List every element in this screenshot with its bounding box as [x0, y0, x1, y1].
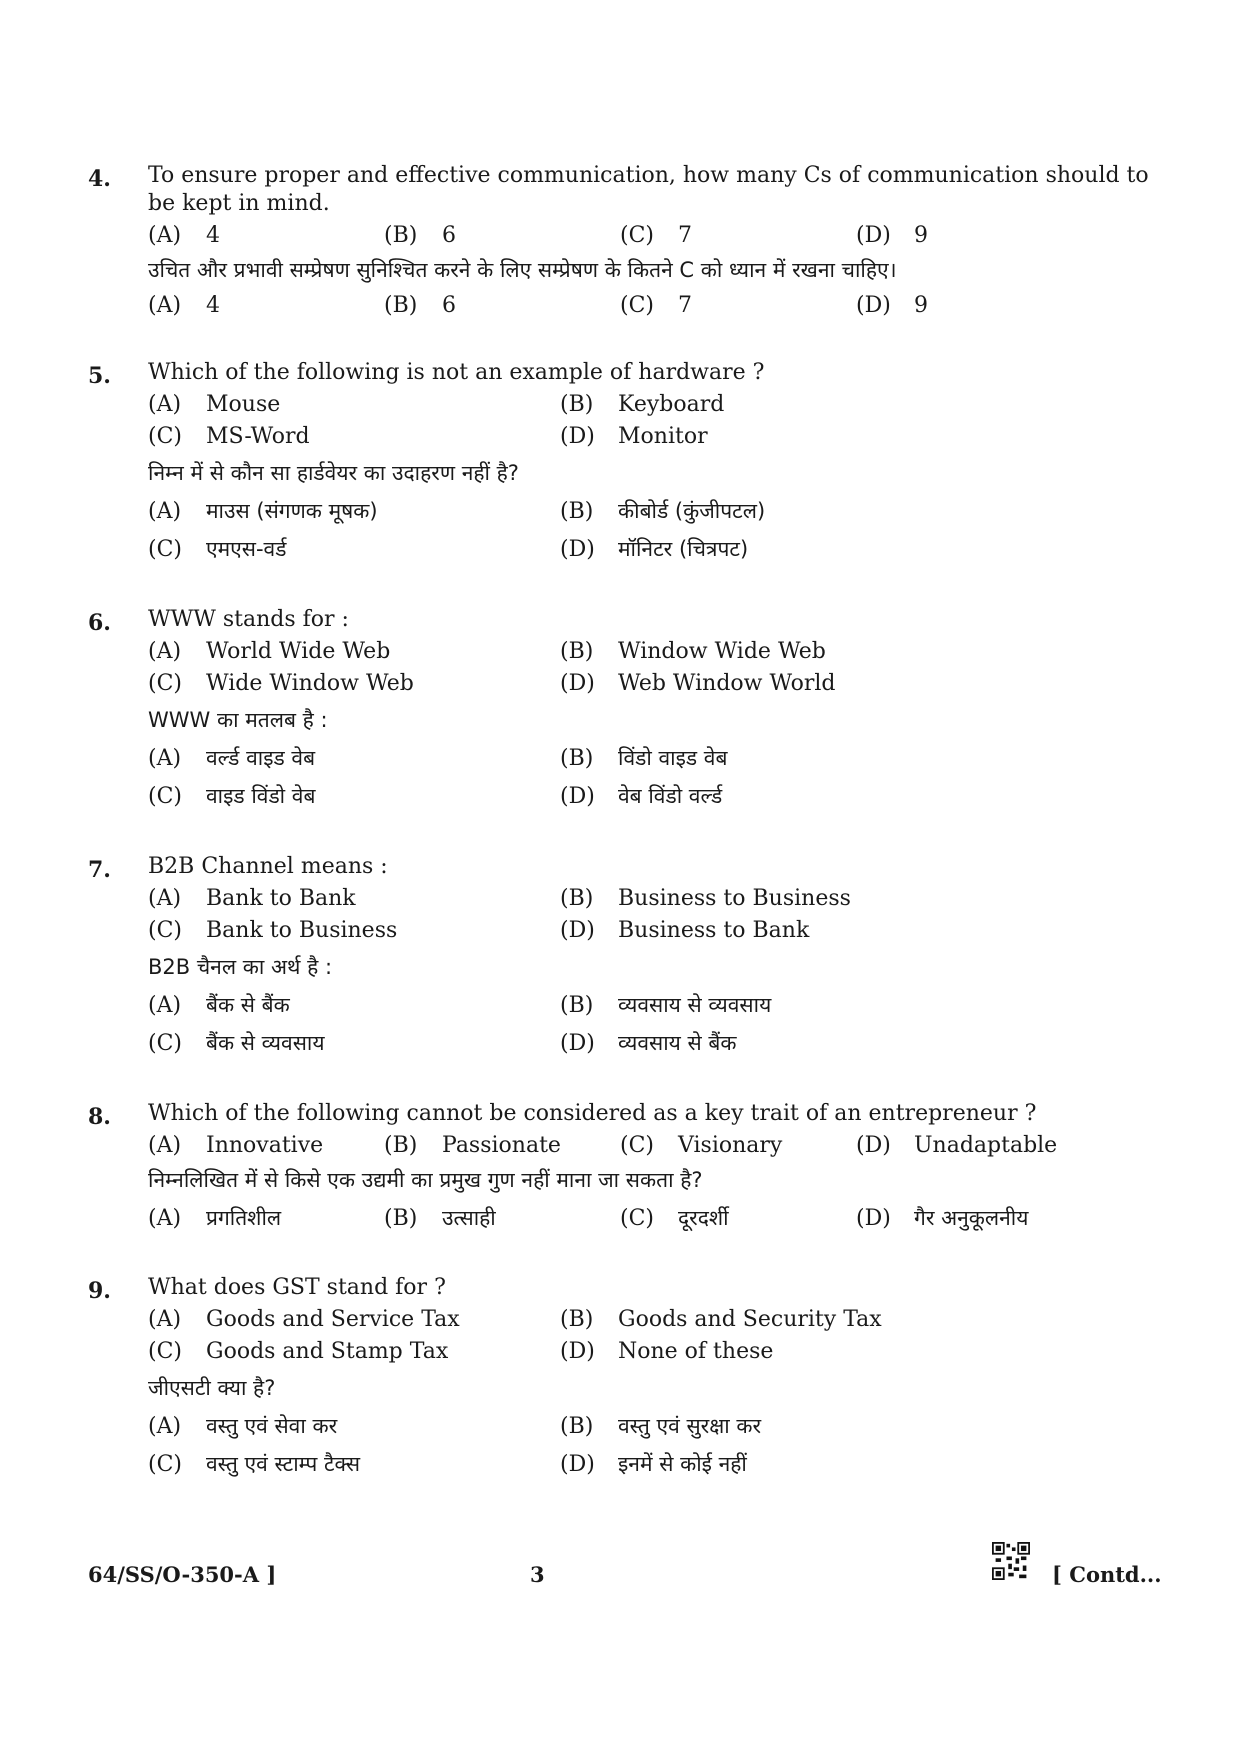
- qr-code-icon: [992, 1542, 1030, 1580]
- question-text-en: What does GST stand for ?: [148, 1275, 446, 1300]
- option-b-hi: (B) विंडो वाइड वेब: [560, 746, 728, 771]
- option-d-en: (D) None of these: [560, 1339, 774, 1364]
- option-b-hi: (B) कीबोर्ड (कुंजीपटल): [560, 499, 766, 524]
- page-number: 3: [530, 1562, 545, 1587]
- option-d-hi: (D) व्यवसाय से बैंक: [560, 1031, 737, 1056]
- question-text-en-cont: be kept in mind.: [148, 191, 330, 216]
- question-text-en: Which of the following cannot be considered as a key trait of an entrepreneur ?: [148, 1101, 1037, 1126]
- question-number: 5.: [88, 363, 111, 389]
- question-number: 8.: [88, 1104, 111, 1130]
- option-b-hi: (B) उत्साही: [384, 1206, 496, 1231]
- question-text-hi: B2B चैनल का अर्थ है :: [148, 955, 333, 979]
- option-a-hi: (A) वर्ल्ड वाइड वेब: [148, 746, 316, 771]
- question-text-hi: उचित और प्रभावी सम्प्रेषण सुनिश्चित करने के लिए सम्प्रेषण के कितने C को ध्यान में रखना चाहिए।: [148, 258, 897, 282]
- question-text-hi: जीएसटी क्या है?: [148, 1376, 276, 1400]
- question-text-en: To ensure proper and effective communication, how many Cs of communication should to: [148, 163, 1149, 188]
- option-a-en: (A) World Wide Web: [148, 639, 391, 664]
- continued-note: [ Contd...: [1052, 1562, 1162, 1587]
- option-a-hi: (A) 4: [148, 293, 220, 318]
- question-number: 6.: [88, 610, 111, 636]
- question-number: 4.: [88, 166, 111, 192]
- option-d-hi: (D) 9: [856, 293, 928, 318]
- question-number: 7.: [88, 857, 111, 883]
- option-c-hi: (C) बैंक से व्यवसाय: [148, 1031, 325, 1056]
- option-b-en: (B) 6: [384, 223, 456, 248]
- option-c-en: (C) 7: [620, 223, 692, 248]
- question-text-hi: निम्नलिखित में से किसे एक उद्यमी का प्रमुख गुण नहीं माना जा सकता है?: [148, 1168, 703, 1192]
- option-a-en: (A) Goods and Service Tax: [148, 1307, 460, 1332]
- option-c-en: (C) Goods and Stamp Tax: [148, 1339, 449, 1364]
- option-d-hi: (D) मॉनिटर (चित्रपट): [560, 537, 749, 562]
- option-c-hi: (C) एमएस-वर्ड: [148, 537, 287, 562]
- question-number: 9.: [88, 1278, 111, 1304]
- option-a-en: (A) 4: [148, 223, 220, 248]
- option-b-en: (B) Keyboard: [560, 392, 725, 417]
- option-b-hi: (B) वस्तु एवं सुरक्षा कर: [560, 1414, 762, 1439]
- option-a-en: (A) Bank to Bank: [148, 886, 356, 911]
- paper-code: 64/SS/O-350-A ]: [88, 1562, 277, 1587]
- option-c-en: (C) Bank to Business: [148, 918, 398, 943]
- option-b-hi: (B) 6: [384, 293, 456, 318]
- option-b-en: (B) Goods and Security Tax: [560, 1307, 882, 1332]
- option-a-en: (A) Innovative: [148, 1133, 324, 1158]
- option-d-en: (D) Web Window World: [560, 671, 836, 696]
- question-text-hi: WWW का मतलब है :: [148, 708, 328, 732]
- question-text-en: B2B Channel means :: [148, 854, 388, 879]
- option-c-hi: (C) वस्तु एवं स्टाम्प टैक्स: [148, 1452, 361, 1477]
- option-c-en: (C) Wide Window Web: [148, 671, 414, 696]
- option-d-hi: (D) वेब विंडो वर्ल्ड: [560, 784, 723, 809]
- option-c-hi: (C) दूरदर्शी: [620, 1206, 729, 1231]
- option-b-en: (B) Passionate: [384, 1133, 561, 1158]
- option-b-en: (B) Business to Business: [560, 886, 851, 911]
- option-c-en: (C) MS-Word: [148, 424, 310, 449]
- option-d-en: (D) Unadaptable: [856, 1133, 1058, 1158]
- option-d-en: (D) Monitor: [560, 424, 708, 449]
- option-b-hi: (B) व्यवसाय से व्यवसाय: [560, 993, 772, 1018]
- option-a-hi: (A) प्रगतिशील: [148, 1206, 282, 1231]
- option-c-hi: (C) वाइड विंडो वेब: [148, 784, 316, 809]
- option-c-hi: (C) 7: [620, 293, 692, 318]
- question-text-en: Which of the following is not an example of hardware ?: [148, 360, 765, 385]
- option-d-hi: (D) इनमें से कोई नहीं: [560, 1452, 747, 1477]
- option-a-en: (A) Mouse: [148, 392, 281, 417]
- option-b-en: (B) Window Wide Web: [560, 639, 826, 664]
- question-text-hi: निम्न में से कौन सा हार्डवेयर का उदाहरण नहीं है?: [148, 461, 519, 485]
- question-text-en: WWW stands for :: [148, 607, 349, 632]
- option-d-hi: (D) गैर अनुकूलनीय: [856, 1206, 1029, 1231]
- option-c-en: (C) Visionary: [620, 1133, 783, 1158]
- option-a-hi: (A) बैंक से बैंक: [148, 993, 290, 1018]
- option-a-hi: (A) माउस (संगणक मूषक): [148, 499, 378, 524]
- option-d-en: (D) 9: [856, 223, 928, 248]
- option-a-hi: (A) वस्तु एवं सेवा कर: [148, 1414, 338, 1439]
- option-d-en: (D) Business to Bank: [560, 918, 810, 943]
